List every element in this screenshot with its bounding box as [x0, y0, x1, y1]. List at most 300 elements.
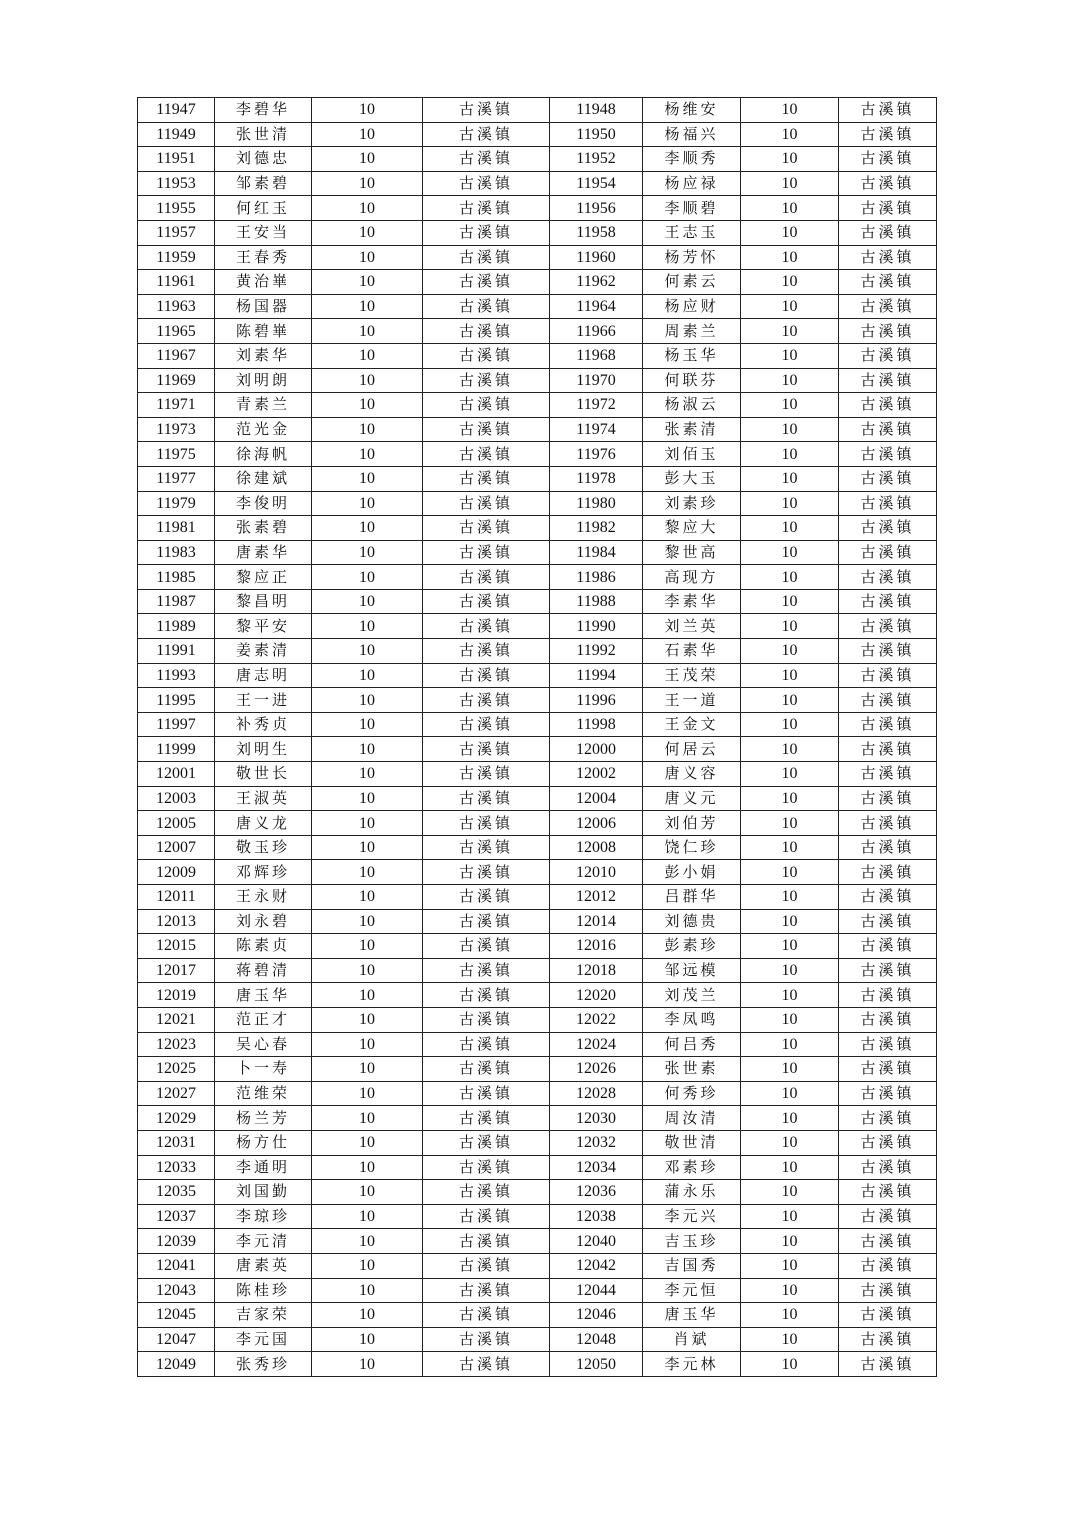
- town-cell: 古溪镇: [423, 1352, 550, 1377]
- name-cell: 徐建斌: [215, 466, 312, 491]
- name-cell: 王金文: [643, 712, 741, 737]
- amount-cell: 10: [312, 565, 423, 590]
- roster-table-body: [138, 98, 937, 1377]
- amount-cell: 10: [741, 368, 839, 393]
- town-cell: 古溪镇: [839, 958, 937, 983]
- amount-cell: 10: [312, 319, 423, 344]
- town-cell: 古溪镇: [839, 147, 937, 172]
- amount-cell: 10: [312, 368, 423, 393]
- amount-cell: 10: [312, 1007, 423, 1032]
- table-row: [138, 1327, 937, 1352]
- table-row: [138, 466, 937, 491]
- id-cell: 11954: [550, 171, 643, 196]
- id-cell: 12008: [550, 835, 643, 860]
- town-cell: 古溪镇: [423, 1253, 550, 1278]
- id-cell: 12002: [550, 762, 643, 787]
- town-cell: 古溪镇: [423, 909, 550, 934]
- town-cell: 古溪镇: [423, 319, 550, 344]
- town-cell: 古溪镇: [839, 442, 937, 467]
- name-cell: 李元兴: [643, 1204, 741, 1229]
- amount-cell: 10: [312, 1081, 423, 1106]
- name-cell: 李元清: [215, 1229, 312, 1254]
- town-cell: 古溪镇: [839, 860, 937, 885]
- town-cell: 古溪镇: [423, 860, 550, 885]
- amount-cell: 10: [312, 516, 423, 541]
- name-cell: 敬玉珍: [215, 835, 312, 860]
- table-row: [138, 958, 937, 983]
- name-cell: 徐海帆: [215, 442, 312, 467]
- name-cell: 杨方仕: [215, 1130, 312, 1155]
- town-cell: 古溪镇: [839, 1057, 937, 1082]
- id-cell: 12033: [138, 1155, 215, 1180]
- amount-cell: 10: [312, 811, 423, 836]
- town-cell: 古溪镇: [839, 1106, 937, 1131]
- amount-cell: 10: [741, 98, 839, 123]
- table-row: [138, 1081, 937, 1106]
- amount-cell: 10: [312, 737, 423, 762]
- name-cell: 杨维安: [643, 98, 741, 123]
- table-row: [138, 442, 937, 467]
- table-row: [138, 1057, 937, 1082]
- amount-cell: 10: [741, 934, 839, 959]
- id-cell: 11953: [138, 171, 215, 196]
- town-cell: 古溪镇: [839, 540, 937, 565]
- id-cell: 11963: [138, 294, 215, 319]
- amount-cell: 10: [312, 1032, 423, 1057]
- amount-cell: 10: [312, 688, 423, 713]
- id-cell: 12035: [138, 1180, 215, 1205]
- table-row: [138, 368, 937, 393]
- name-cell: 陈素贞: [215, 934, 312, 959]
- table-row: [138, 835, 937, 860]
- id-cell: 12004: [550, 786, 643, 811]
- id-cell: 11956: [550, 196, 643, 221]
- amount-cell: 10: [741, 1278, 839, 1303]
- amount-cell: 10: [312, 835, 423, 860]
- town-cell: 古溪镇: [423, 589, 550, 614]
- name-cell: 周素兰: [643, 319, 741, 344]
- amount-cell: 10: [312, 417, 423, 442]
- id-cell: 11972: [550, 393, 643, 418]
- name-cell: 范正才: [215, 1007, 312, 1032]
- id-cell: 12021: [138, 1007, 215, 1032]
- name-cell: 彭素珍: [643, 934, 741, 959]
- amount-cell: 10: [312, 1130, 423, 1155]
- table-row: [138, 98, 937, 123]
- amount-cell: 10: [741, 688, 839, 713]
- amount-cell: 10: [741, 1253, 839, 1278]
- amount-cell: 10: [741, 270, 839, 295]
- id-cell: 12020: [550, 983, 643, 1008]
- id-cell: 12006: [550, 811, 643, 836]
- id-cell: 11969: [138, 368, 215, 393]
- amount-cell: 10: [741, 786, 839, 811]
- town-cell: 古溪镇: [423, 934, 550, 959]
- name-cell: 何联芬: [643, 368, 741, 393]
- amount-cell: 10: [312, 171, 423, 196]
- name-cell: 敬世长: [215, 762, 312, 787]
- id-cell: 12034: [550, 1155, 643, 1180]
- id-cell: 11947: [138, 98, 215, 123]
- amount-cell: 10: [741, 565, 839, 590]
- id-cell: 12009: [138, 860, 215, 885]
- town-cell: 古溪镇: [423, 1106, 550, 1131]
- name-cell: 高现方: [643, 565, 741, 590]
- amount-cell: 10: [741, 1204, 839, 1229]
- town-cell: 古溪镇: [423, 466, 550, 491]
- town-cell: 古溪镇: [839, 466, 937, 491]
- amount-cell: 10: [741, 811, 839, 836]
- name-cell: 唐玉华: [215, 983, 312, 1008]
- table-row: [138, 909, 937, 934]
- id-cell: 11955: [138, 196, 215, 221]
- id-cell: 11962: [550, 270, 643, 295]
- amount-cell: 10: [312, 196, 423, 221]
- town-cell: 古溪镇: [423, 958, 550, 983]
- amount-cell: 10: [312, 1204, 423, 1229]
- name-cell: 吉玉珍: [643, 1229, 741, 1254]
- name-cell: 肖斌: [643, 1327, 741, 1352]
- amount-cell: 10: [741, 122, 839, 147]
- amount-cell: 10: [312, 147, 423, 172]
- town-cell: 古溪镇: [839, 393, 937, 418]
- table-row: [138, 540, 937, 565]
- town-cell: 古溪镇: [423, 1204, 550, 1229]
- id-cell: 11952: [550, 147, 643, 172]
- amount-cell: 10: [312, 614, 423, 639]
- name-cell: 张世素: [643, 1057, 741, 1082]
- amount-cell: 10: [312, 589, 423, 614]
- amount-cell: 10: [741, 1155, 839, 1180]
- table-row: [138, 196, 937, 221]
- amount-cell: 10: [741, 860, 839, 885]
- amount-cell: 10: [312, 98, 423, 123]
- town-cell: 古溪镇: [423, 786, 550, 811]
- amount-cell: 10: [312, 491, 423, 516]
- amount-cell: 10: [741, 589, 839, 614]
- id-cell: 11964: [550, 294, 643, 319]
- name-cell: 李顺秀: [643, 147, 741, 172]
- id-cell: 11981: [138, 516, 215, 541]
- name-cell: 张秀珍: [215, 1352, 312, 1377]
- name-cell: 刘明朗: [215, 368, 312, 393]
- amount-cell: 10: [741, 171, 839, 196]
- town-cell: 古溪镇: [839, 1278, 937, 1303]
- town-cell: 古溪镇: [423, 98, 550, 123]
- town-cell: 古溪镇: [423, 245, 550, 270]
- id-cell: 12016: [550, 934, 643, 959]
- amount-cell: 10: [312, 1057, 423, 1082]
- table-row: [138, 147, 937, 172]
- amount-cell: 10: [741, 1106, 839, 1131]
- table-row: [138, 1155, 937, 1180]
- amount-cell: 10: [741, 1352, 839, 1377]
- name-cell: 王淑英: [215, 786, 312, 811]
- id-cell: 12024: [550, 1032, 643, 1057]
- id-cell: 11960: [550, 245, 643, 270]
- table-row: [138, 712, 937, 737]
- town-cell: 古溪镇: [839, 1155, 937, 1180]
- id-cell: 11959: [138, 245, 215, 270]
- town-cell: 古溪镇: [839, 270, 937, 295]
- name-cell: 邓辉珍: [215, 860, 312, 885]
- id-cell: 11950: [550, 122, 643, 147]
- id-cell: 11982: [550, 516, 643, 541]
- name-cell: 李碧华: [215, 98, 312, 123]
- id-cell: 12027: [138, 1081, 215, 1106]
- name-cell: 黎昌明: [215, 589, 312, 614]
- town-cell: 古溪镇: [839, 614, 937, 639]
- name-cell: 黄治崋: [215, 270, 312, 295]
- town-cell: 古溪镇: [839, 909, 937, 934]
- town-cell: 古溪镇: [839, 762, 937, 787]
- amount-cell: 10: [312, 1352, 423, 1377]
- name-cell: 唐义容: [643, 762, 741, 787]
- town-cell: 古溪镇: [839, 786, 937, 811]
- town-cell: 古溪镇: [839, 516, 937, 541]
- id-cell: 12043: [138, 1278, 215, 1303]
- id-cell: 11948: [550, 98, 643, 123]
- table-row: [138, 1303, 937, 1328]
- id-cell: 12045: [138, 1303, 215, 1328]
- id-cell: 12039: [138, 1229, 215, 1254]
- name-cell: 李元国: [215, 1327, 312, 1352]
- town-cell: 古溪镇: [423, 1278, 550, 1303]
- town-cell: 古溪镇: [423, 835, 550, 860]
- town-cell: 古溪镇: [839, 1327, 937, 1352]
- town-cell: 古溪镇: [423, 393, 550, 418]
- id-cell: 12011: [138, 885, 215, 910]
- id-cell: 11985: [138, 565, 215, 590]
- town-cell: 古溪镇: [839, 983, 937, 1008]
- name-cell: 张素清: [643, 417, 741, 442]
- town-cell: 古溪镇: [423, 491, 550, 516]
- amount-cell: 10: [312, 786, 423, 811]
- table-row: [138, 245, 937, 270]
- name-cell: 彭大玉: [643, 466, 741, 491]
- town-cell: 古溪镇: [423, 983, 550, 1008]
- amount-cell: 10: [741, 540, 839, 565]
- town-cell: 古溪镇: [423, 196, 550, 221]
- table-row: [138, 934, 937, 959]
- table-row: [138, 122, 937, 147]
- town-cell: 古溪镇: [839, 1130, 937, 1155]
- id-cell: 12003: [138, 786, 215, 811]
- id-cell: 12001: [138, 762, 215, 787]
- amount-cell: 10: [741, 958, 839, 983]
- amount-cell: 10: [312, 343, 423, 368]
- name-cell: 杨应禄: [643, 171, 741, 196]
- name-cell: 吕群华: [643, 885, 741, 910]
- name-cell: 何红玉: [215, 196, 312, 221]
- name-cell: 刘国勤: [215, 1180, 312, 1205]
- amount-cell: 10: [741, 220, 839, 245]
- id-cell: 11978: [550, 466, 643, 491]
- amount-cell: 10: [741, 442, 839, 467]
- amount-cell: 10: [312, 1229, 423, 1254]
- id-cell: 11979: [138, 491, 215, 516]
- amount-cell: 10: [741, 1057, 839, 1082]
- town-cell: 古溪镇: [423, 1007, 550, 1032]
- id-cell: 11961: [138, 270, 215, 295]
- name-cell: 李元恒: [643, 1278, 741, 1303]
- table-row: [138, 1352, 937, 1377]
- town-cell: 古溪镇: [839, 1081, 937, 1106]
- id-cell: 11970: [550, 368, 643, 393]
- amount-cell: 10: [312, 909, 423, 934]
- table-row: [138, 294, 937, 319]
- town-cell: 古溪镇: [839, 1007, 937, 1032]
- name-cell: 李素华: [643, 589, 741, 614]
- amount-cell: 10: [741, 983, 839, 1008]
- town-cell: 古溪镇: [839, 417, 937, 442]
- id-cell: 11971: [138, 393, 215, 418]
- town-cell: 古溪镇: [423, 565, 550, 590]
- amount-cell: 10: [312, 712, 423, 737]
- table-row: [138, 860, 937, 885]
- name-cell: 唐素英: [215, 1253, 312, 1278]
- name-cell: 刘德忠: [215, 147, 312, 172]
- table-row: [138, 220, 937, 245]
- amount-cell: 10: [741, 1180, 839, 1205]
- town-cell: 古溪镇: [423, 712, 550, 737]
- table-row: [138, 417, 937, 442]
- town-cell: 古溪镇: [839, 319, 937, 344]
- name-cell: 张世清: [215, 122, 312, 147]
- id-cell: 12037: [138, 1204, 215, 1229]
- name-cell: 刘佰玉: [643, 442, 741, 467]
- town-cell: 古溪镇: [839, 491, 937, 516]
- amount-cell: 10: [312, 294, 423, 319]
- id-cell: 12013: [138, 909, 215, 934]
- name-cell: 邹素碧: [215, 171, 312, 196]
- id-cell: 12036: [550, 1180, 643, 1205]
- town-cell: 古溪镇: [839, 1229, 937, 1254]
- town-cell: 古溪镇: [839, 1352, 937, 1377]
- amount-cell: 10: [312, 1278, 423, 1303]
- town-cell: 古溪镇: [839, 294, 937, 319]
- id-cell: 11996: [550, 688, 643, 713]
- name-cell: 王一道: [643, 688, 741, 713]
- amount-cell: 10: [312, 466, 423, 491]
- name-cell: 黎应大: [643, 516, 741, 541]
- id-cell: 11973: [138, 417, 215, 442]
- amount-cell: 10: [312, 122, 423, 147]
- amount-cell: 10: [312, 1253, 423, 1278]
- table-row: [138, 983, 937, 1008]
- id-cell: 12023: [138, 1032, 215, 1057]
- amount-cell: 10: [312, 1155, 423, 1180]
- id-cell: 11980: [550, 491, 643, 516]
- town-cell: 古溪镇: [839, 1253, 937, 1278]
- name-cell: 卜一寿: [215, 1057, 312, 1082]
- id-cell: 12048: [550, 1327, 643, 1352]
- name-cell: 黎平安: [215, 614, 312, 639]
- amount-cell: 10: [312, 1180, 423, 1205]
- name-cell: 蒲永乐: [643, 1180, 741, 1205]
- name-cell: 黎应正: [215, 565, 312, 590]
- id-cell: 11991: [138, 639, 215, 664]
- name-cell: 青素兰: [215, 393, 312, 418]
- amount-cell: 10: [741, 343, 839, 368]
- id-cell: 11997: [138, 712, 215, 737]
- amount-cell: 10: [312, 983, 423, 1008]
- id-cell: 11986: [550, 565, 643, 590]
- amount-cell: 10: [741, 663, 839, 688]
- town-cell: 古溪镇: [839, 712, 937, 737]
- town-cell: 古溪镇: [839, 220, 937, 245]
- town-cell: 古溪镇: [423, 294, 550, 319]
- amount-cell: 10: [741, 1081, 839, 1106]
- name-cell: 李元林: [643, 1352, 741, 1377]
- town-cell: 古溪镇: [423, 171, 550, 196]
- amount-cell: 10: [741, 466, 839, 491]
- id-cell: 12007: [138, 835, 215, 860]
- table-row: [138, 1106, 937, 1131]
- amount-cell: 10: [312, 762, 423, 787]
- table-row: [138, 614, 937, 639]
- name-cell: 唐义元: [643, 786, 741, 811]
- name-cell: 唐玉华: [643, 1303, 741, 1328]
- id-cell: 11984: [550, 540, 643, 565]
- name-cell: 敬世清: [643, 1130, 741, 1155]
- table-row: [138, 491, 937, 516]
- id-cell: 11957: [138, 220, 215, 245]
- id-cell: 12018: [550, 958, 643, 983]
- id-cell: 12050: [550, 1352, 643, 1377]
- table-row: [138, 589, 937, 614]
- table-row: [138, 270, 937, 295]
- id-cell: 12014: [550, 909, 643, 934]
- table-row: [138, 319, 937, 344]
- town-cell: 古溪镇: [839, 1032, 937, 1057]
- id-cell: 11999: [138, 737, 215, 762]
- amount-cell: 10: [312, 663, 423, 688]
- table-row: [138, 639, 937, 664]
- table-row: [138, 1032, 937, 1057]
- town-cell: 古溪镇: [839, 368, 937, 393]
- amount-cell: 10: [741, 1007, 839, 1032]
- id-cell: 12012: [550, 885, 643, 910]
- town-cell: 古溪镇: [423, 614, 550, 639]
- amount-cell: 10: [741, 319, 839, 344]
- id-cell: 12028: [550, 1081, 643, 1106]
- name-cell: 饶仁珍: [643, 835, 741, 860]
- town-cell: 古溪镇: [839, 1204, 937, 1229]
- town-cell: 古溪镇: [839, 934, 937, 959]
- id-cell: 12049: [138, 1352, 215, 1377]
- id-cell: 11995: [138, 688, 215, 713]
- table-row: [138, 516, 937, 541]
- id-cell: 11989: [138, 614, 215, 639]
- name-cell: 杨福兴: [643, 122, 741, 147]
- town-cell: 古溪镇: [423, 1155, 550, 1180]
- name-cell: 刘永碧: [215, 909, 312, 934]
- name-cell: 杨芳怀: [643, 245, 741, 270]
- id-cell: 11958: [550, 220, 643, 245]
- name-cell: 蒋碧清: [215, 958, 312, 983]
- town-cell: 古溪镇: [423, 1130, 550, 1155]
- table-row: [138, 688, 937, 713]
- amount-cell: 10: [312, 1106, 423, 1131]
- name-cell: 刘素珍: [643, 491, 741, 516]
- amount-cell: 10: [312, 270, 423, 295]
- name-cell: 周汝清: [643, 1106, 741, 1131]
- id-cell: 12032: [550, 1130, 643, 1155]
- town-cell: 古溪镇: [423, 639, 550, 664]
- amount-cell: 10: [741, 245, 839, 270]
- table-row: [138, 737, 937, 762]
